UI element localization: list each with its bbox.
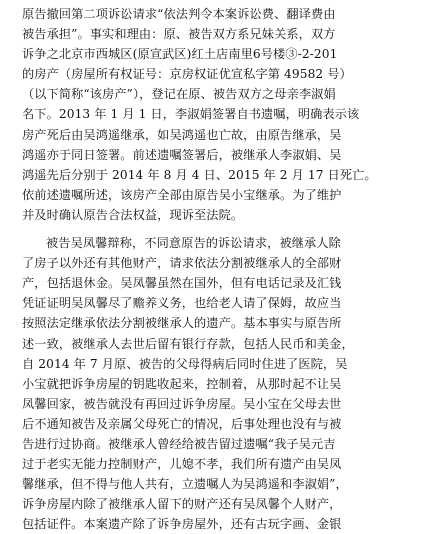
text-line: 凭证证明吴凤馨尽了赡养义务，也给老人请了保姆，故应当: [22, 296, 342, 311]
paragraph-gap: [22, 225, 416, 233]
text-line: 依前述遗嘱所述，该房产全部由原告吴小宝继承。为了维护: [22, 187, 342, 202]
text-line: 被告吴凤馨辩称，不同意原告的诉讼请求，被继承人除: [46, 236, 341, 251]
text-line: 告进行过协商。被继承人曾经给被告留过遗嘱“我子吴元吉: [22, 436, 336, 451]
text-line: 凤馨回家，被告就没有再回过诉争房屋。吴小宝在父母去世: [22, 396, 342, 411]
text-line: 诉争之北京市西城区(原宣武区)红土店南里6号楼③-2-201: [22, 47, 338, 62]
text-line: 原告撤回第二项诉讼请求“依法判令本案诉讼费、翻译费由: [22, 7, 336, 21]
text-line: 鸿遥亦于同日签署。前述遗嘱签署后，被继承人李淑娟、吴: [22, 147, 342, 162]
text-line: 并及时确认原告合法权益，现诉至法院。: [22, 207, 244, 222]
text-line: 述一致，被继承人去世后留有银行存款，包括人民币和美金，: [22, 336, 354, 351]
text-line: （以下简称“该房产”），登记在原、被告双方之母亲李淑娟: [22, 87, 336, 102]
text-line: 馨继承，但不得与他人共有，立遗嘱人为吴鸿遥和李淑娟”，: [22, 477, 348, 492]
text-line: 包括证件。本案遗产除了诉争房屋外，还有古玩字画、金银: [22, 517, 342, 532]
document-body: [22, 4, 416, 534]
text-line: 鸿遥先后分别于 2014 年 8 月 4 日、2015 年 2 月 17 日死亡。: [22, 167, 377, 182]
text-line: 名下。2013 年 1 月 1 日，李淑娟签署自书遗嘱，明确表示该: [22, 107, 360, 122]
text-line: 产，包括退休金。吴凤馨虽然在国外，但有电话记录及汇钱: [22, 276, 342, 291]
text-line: 房产死后由吴鸿遥继承，如吴鸿遥也亡故，由原告继承，吴: [22, 127, 342, 142]
text-line: 诉争房屋内除了被继承人留下的财产还有吴凤馨个人财产，: [22, 497, 342, 512]
text-line: 的房产（房屋所有权证号：京房权证优宣私字第 49582 号）: [22, 67, 352, 82]
text-line: 小宝就把诉争房屋的钥匙收起来，控制着，从那时起不让吴: [22, 376, 342, 391]
text-line: 后不通知被告及亲属父母死亡的情况，后事处理也没有与被: [22, 416, 342, 431]
text-line: 自 2014 年 7 月原、被告的父母得病后同时住进了医院，吴: [22, 356, 348, 371]
text-line: 了房子以外还有其他财产，请求依法分割被继承人的全部财: [22, 256, 342, 271]
text-line: 被告承担”。事实和理由：原、被告双方系兄妹关系，双方: [22, 27, 336, 42]
text-line: 过于老实无能力控制财产，儿媳不孝，我们所有遗产由吴凤: [22, 457, 342, 472]
text-line: 按照法定继承依法分割被继承人的遗产。基本事实与原告所: [22, 316, 342, 331]
